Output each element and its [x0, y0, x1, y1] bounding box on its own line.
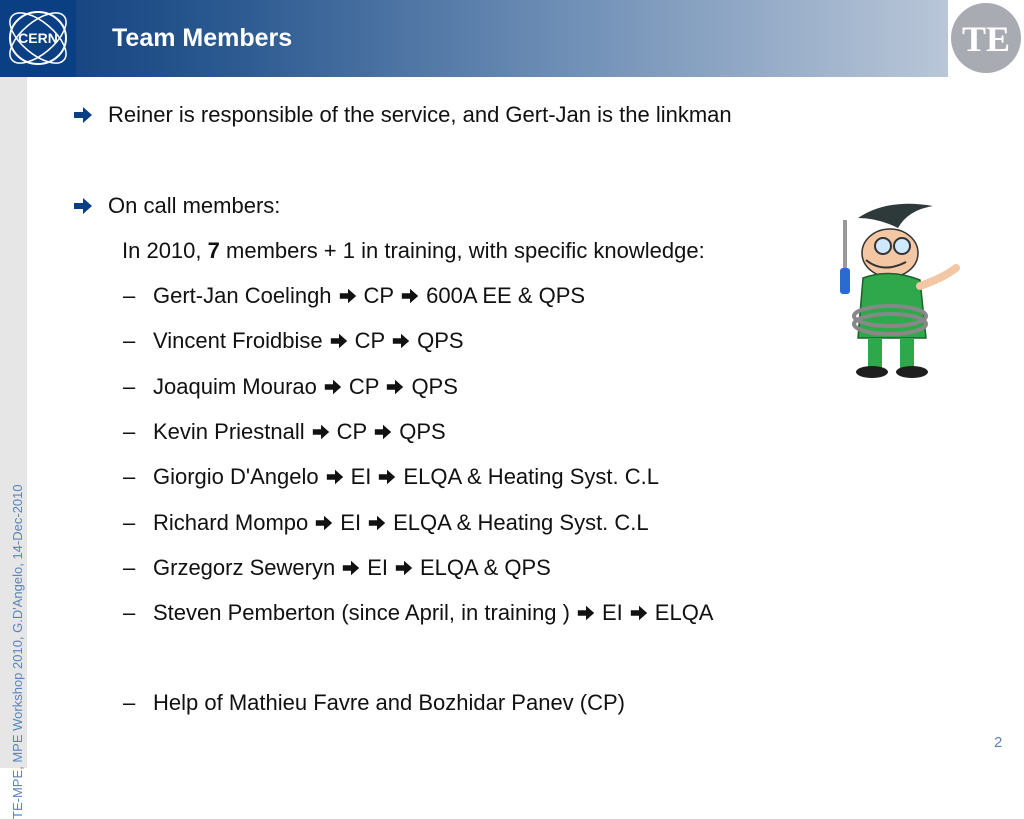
right-arrow-icon	[629, 603, 649, 623]
right-arrow-icon	[338, 286, 358, 306]
te-logo-text: TE	[961, 19, 1011, 59]
member-name: Richard Mompo	[153, 510, 309, 535]
right-arrow-icon	[373, 422, 393, 442]
right-arrow-icon	[394, 558, 414, 578]
member-row	[153, 419, 446, 445]
member-row	[153, 600, 713, 626]
member-area: QPS	[411, 374, 458, 399]
member-area: ELQA	[654, 600, 714, 625]
right-arrow-icon	[391, 331, 411, 351]
bullet-responsible: Reiner is responsible of the service, and Gert-Jan is the linkman	[108, 102, 732, 127]
te-logo	[948, 0, 1024, 77]
intro-suffix: members + 1 in training, with specific knowledge:	[219, 238, 705, 263]
list-dash: –	[123, 419, 136, 444]
member-name: Joaquim Mourao	[153, 374, 317, 399]
member-row	[153, 328, 464, 354]
right-arrow-icon	[377, 467, 397, 487]
member-group: EI	[367, 555, 388, 580]
side-footer-text: TE-MPE, MPE Workshop 2010, G.D'Angelo, 14-Dec-2010	[10, 484, 25, 819]
member-row	[153, 555, 551, 581]
cern-logo-text: CERN	[18, 30, 58, 46]
list-dash: –	[123, 690, 136, 715]
list-dash: –	[123, 600, 136, 625]
member-area: QPS	[417, 328, 464, 353]
list-dash: –	[123, 283, 136, 308]
electrician-cartoon	[828, 198, 968, 380]
right-arrow-icon	[576, 603, 596, 623]
member-name: Vincent Froidbise	[153, 328, 323, 353]
right-arrow-icon	[323, 377, 343, 397]
list-dash: –	[123, 510, 136, 535]
intro-line	[122, 238, 705, 264]
member-group: CP	[348, 374, 380, 399]
member-name: Gert-Jan Coelingh	[153, 283, 332, 308]
member-area: ELQA & QPS	[419, 555, 551, 580]
right-arrow-icon	[314, 513, 334, 533]
right-arrow-icon	[400, 286, 420, 306]
member-area: QPS	[399, 419, 446, 444]
side-footer-strip	[0, 77, 27, 819]
right-arrow-icon	[325, 467, 345, 487]
member-row	[153, 374, 458, 400]
member-group: CP	[363, 283, 395, 308]
list-dash: –	[123, 374, 136, 399]
member-name: Kevin Priestnall	[153, 419, 305, 444]
help-line: Help of Mathieu Favre and Bozhidar Panev (CP)	[153, 690, 626, 715]
right-arrow-icon	[385, 377, 405, 397]
page-title: Team Members	[112, 24, 293, 52]
member-count: 7	[207, 238, 220, 263]
right-arrow-icon	[341, 558, 361, 578]
member-group: CP	[336, 419, 368, 444]
member-group: EI	[601, 600, 623, 625]
right-arrow-icon	[72, 195, 94, 217]
intro-prefix: In 2010,	[122, 238, 208, 263]
right-arrow-icon	[311, 422, 331, 442]
member-row	[153, 510, 649, 536]
right-arrow-icon	[367, 513, 387, 533]
cern-logo	[0, 0, 76, 77]
member-row	[153, 464, 659, 490]
member-area: ELQA & Heating Syst. C.L	[403, 464, 659, 489]
member-group: EI	[340, 510, 362, 535]
member-group: CP	[354, 328, 386, 353]
header-band	[0, 0, 948, 77]
list-dash: –	[123, 555, 136, 580]
page-number: 2	[994, 734, 1003, 751]
list-dash: –	[123, 328, 136, 353]
bullet-on-call: On call members:	[108, 193, 281, 218]
right-arrow-icon	[72, 104, 94, 126]
member-area: ELQA & Heating Syst. C.L	[393, 510, 649, 535]
member-name: Giorgio D'Angelo	[153, 464, 319, 489]
member-row	[153, 283, 585, 309]
list-dash: –	[123, 464, 136, 489]
member-name: Grzegorz Seweryn	[153, 555, 336, 580]
member-name: Steven Pemberton (since April, in training )	[153, 600, 570, 625]
member-area: 600A EE & QPS	[426, 283, 586, 308]
member-group: EI	[350, 464, 372, 489]
right-arrow-icon	[329, 331, 349, 351]
